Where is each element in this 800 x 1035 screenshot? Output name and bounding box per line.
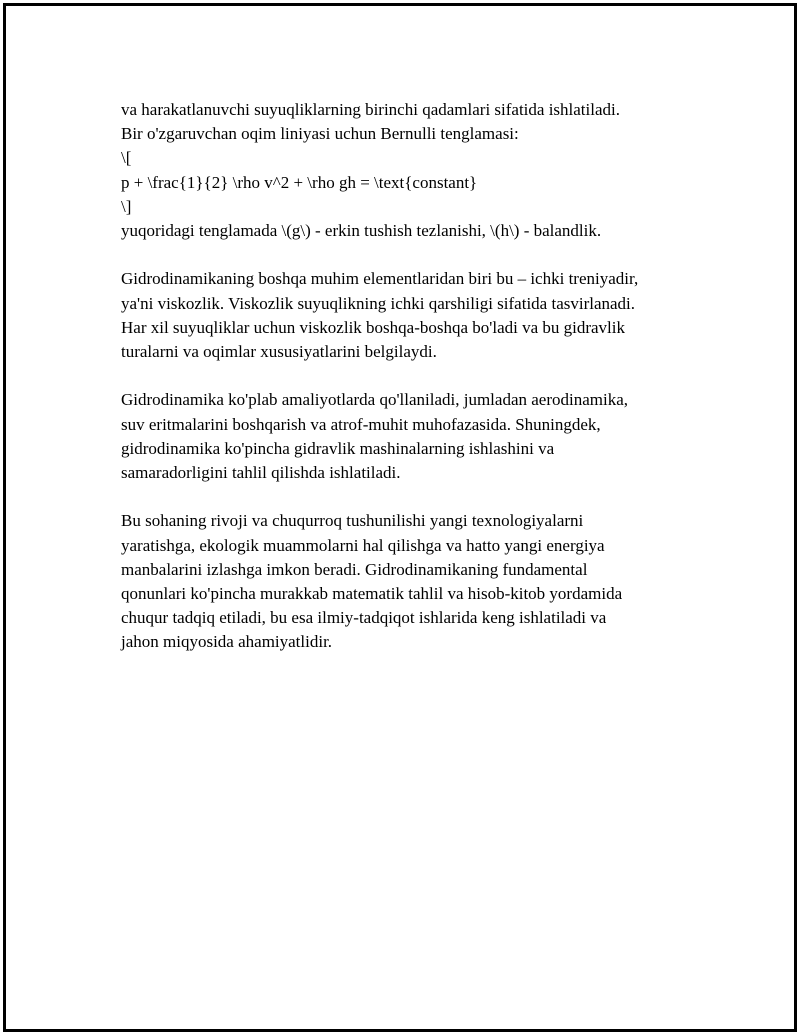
text-line: manbalarini izlashga imkon beradi. Gidrodinamikaning fundamental <box>121 559 588 579</box>
text-line: jahon miqyosida ahamiyatlidir. <box>121 632 333 652</box>
text-line: yuqoridagi tenglamada \(g\) - erkin tushish tezlanishi, \(h\) - balandlik. <box>121 221 602 241</box>
text-line: Bu sohaning rivoji va chuqurroq tushunilishi yangi texnologiyalarni <box>121 511 584 531</box>
text-line: suv eritmalarini boshqarish va atrof-muhit muhofazasida. Shuningdek, <box>121 414 601 434</box>
intro-block <box>121 98 721 243</box>
paragraph-viscosity <box>121 267 721 364</box>
text-line: ya'ni viskozlik. Viskozlik suyuqlikning ichki qarshiligi sifatida tasvirlanadi. <box>121 293 636 313</box>
paragraph-gap <box>121 364 721 388</box>
text-line: Har xil suyuqliklar uchun viskozlik boshqa-boshqa bo'ladi va bu gidravlik <box>121 317 626 337</box>
text-line: Bir o'zgaruvchan oqim liniyasi uchun Bernulli tenglamasi: <box>121 124 519 144</box>
paragraph-development <box>121 509 721 654</box>
paragraph-gap <box>121 485 721 509</box>
bernoulli-equation-source: p + \frac{1}{2} \rho v^2 + \rho gh = \text{constant} <box>121 172 478 192</box>
text-line: Gidrodinamika ko'plab amaliyotlarda qo'llaniladi, jumladan aerodinamika, <box>121 390 629 410</box>
page-frame <box>3 3 797 1032</box>
text-line: gidrodinamika ko'pincha gidravlik mashinalarning ishlashini va <box>121 438 555 458</box>
paragraph-gap <box>121 243 721 267</box>
text-line: chuqur tadqiq etiladi, bu esa ilmiy-tadqiqot ishlarida keng ishlatiladi va <box>121 608 607 628</box>
equation-open-delimiter: \[ <box>121 148 132 168</box>
text-line: turalarni va oqimlar xususiyatlarini belgilaydi. <box>121 342 437 362</box>
document-body <box>121 98 721 655</box>
text-line: va harakatlanuvchi suyuqliklarning birinchi qadamlari sifatida ishlatiladi. <box>121 100 620 119</box>
text-line: qonunlari ko'pincha murakkab matematik tahlil va hisob-kitob yordamida <box>121 584 623 604</box>
paragraph-applications <box>121 388 721 485</box>
text-line: samaradorligini tahlil qilishda ishlatiladi. <box>121 463 401 483</box>
text-line: Gidrodinamikaning boshqa muhim elementlaridan biri bu – ichki treniyadir, <box>121 269 639 289</box>
text-line: yaratishga, ekologik muammolarni hal qilishga va hatto yangi energiya <box>121 535 605 555</box>
equation-close-delimiter: \] <box>121 196 132 216</box>
